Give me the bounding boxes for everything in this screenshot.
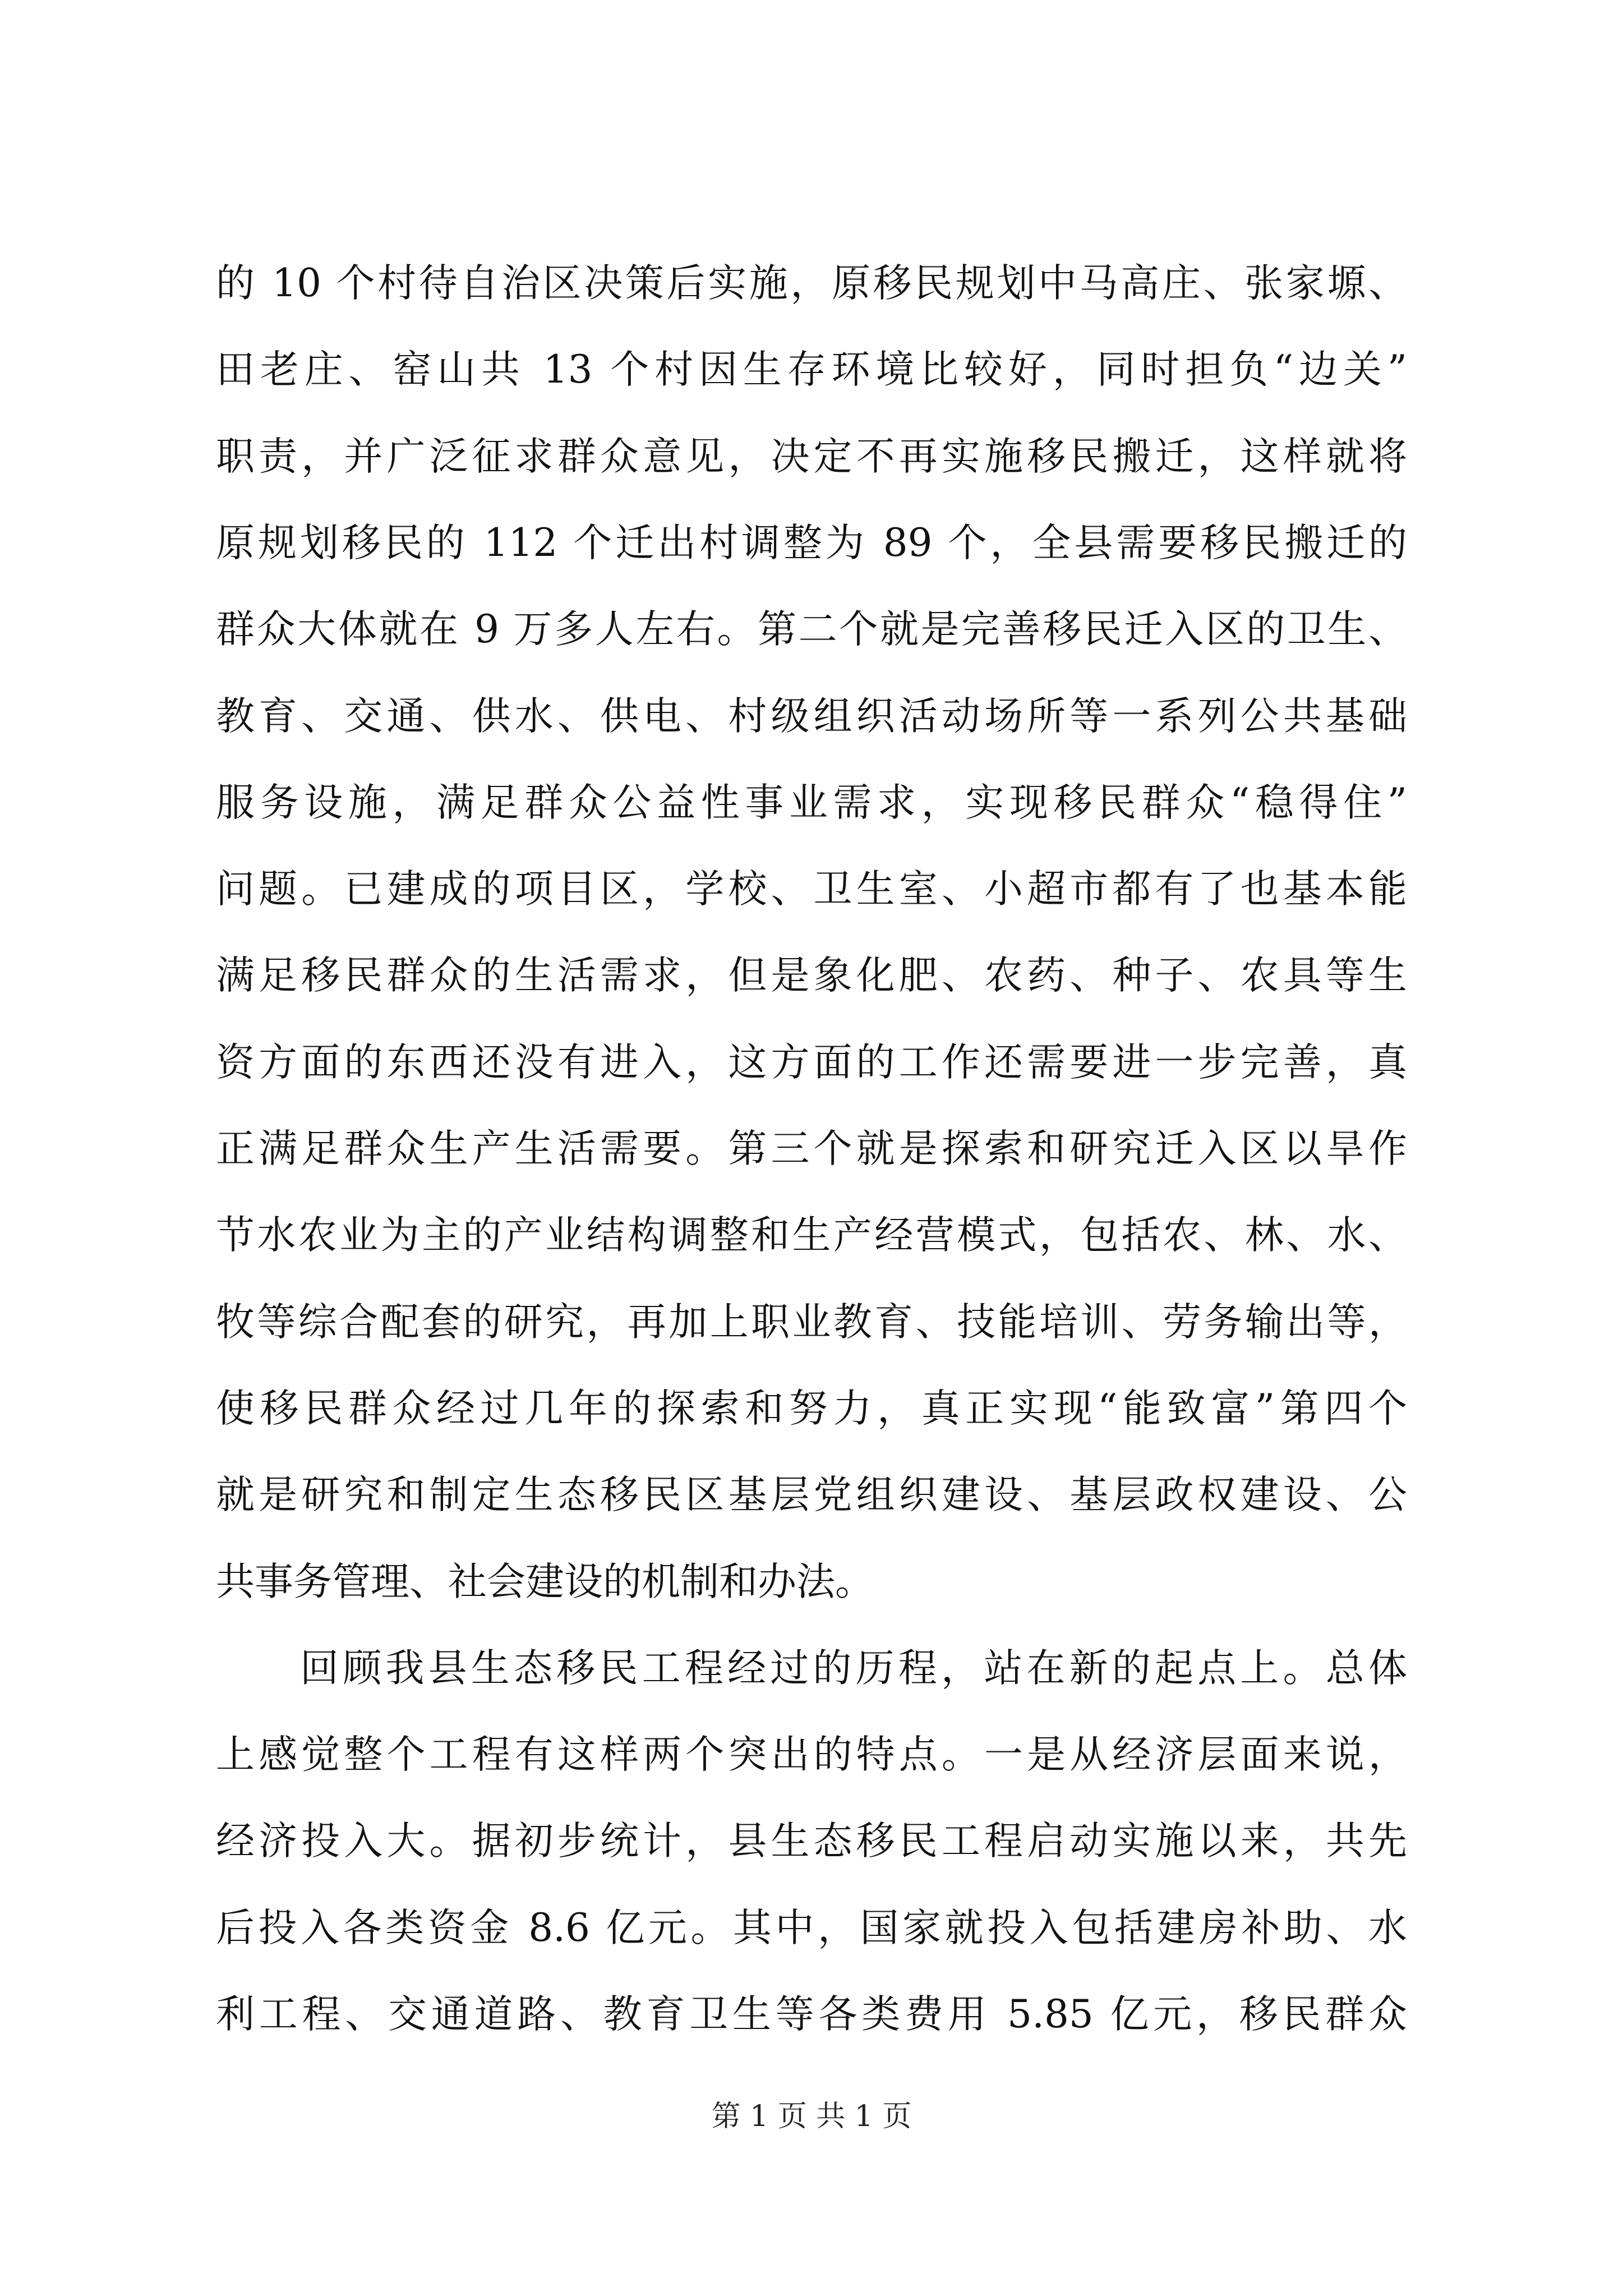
text-line: 回顾我县生态移民工程经过的历程，站在新的起点上。总体: [300, 1646, 1407, 1691]
text-line: 利工程、交通道路、教育卫生等各类费用 5.85 亿元，移民群众: [216, 1992, 1407, 2037]
text-line: 牧等综合配套的研究，再加上职业教育、技能培训、劳务输出等，: [216, 1300, 1407, 1345]
text-line: 后投入各类资金 8.6 亿元。其中，国家就投入包括建房补助、水: [216, 1906, 1407, 1950]
text-line: 群众大体就在 9 万多人左右。第二个就是完善移民迁入区的卫生、: [216, 607, 1407, 652]
text-line: 正满足群众生产生活需要。第三个就是探索和研究迁入区以旱作: [216, 1126, 1407, 1171]
text-line: 满足移民群众的生活需求，但是象化肥、农药、种子、农具等生: [216, 953, 1407, 998]
text-line: 共事务管理、社会建设的机制和办法。: [216, 1559, 874, 1604]
text-line: 的 10 个村待自治区决策后实施，原移民规划中马高庄、张家塬、: [216, 261, 1407, 306]
text-line: 资方面的东西还没有进入，这方面的工作还需要进一步完善，真: [216, 1040, 1407, 1085]
text-line: 使移民群众经过几年的探索和努力，真正实现“能致富”第四个: [216, 1386, 1407, 1431]
text-line: 就是研究和制定生态移民区基层党组织建设、基层政权建设、公: [216, 1473, 1407, 1517]
text-line: 节水农业为主的产业结构调整和生产经营模式，包括农、林、水、: [216, 1213, 1407, 1258]
text-line: 问题。已建成的项目区，学校、卫生室、小超市都有了也基本能: [216, 867, 1407, 912]
text-line: 职责，并广泛征求群众意见，决定不再实施移民搬迁，这样就将: [216, 434, 1407, 479]
text-line: 上感觉整个工程有这样两个突出的特点。一是从经济层面来说，: [216, 1732, 1407, 1777]
text-line: 田老庄、窑山共 13 个村因生存环境比较好，同时担负“边关”: [216, 347, 1407, 392]
text-line: 教育、交通、供水、供电、村级组织活动场所等一系列公共基础: [216, 694, 1407, 739]
text-line: 服务设施，满足群众公益性事业需求，实现移民群众“稳得住”: [216, 780, 1407, 825]
text-line: 经济投入大。据初步统计，县生态移民工程启动实施以来，共先: [216, 1819, 1407, 1864]
text-line: 原规划移民的 112 个迁出村调整为 89 个，全县需要移民搬迁的: [216, 521, 1407, 565]
page-number: 第 1 页 共 1 页: [711, 2100, 912, 2133]
